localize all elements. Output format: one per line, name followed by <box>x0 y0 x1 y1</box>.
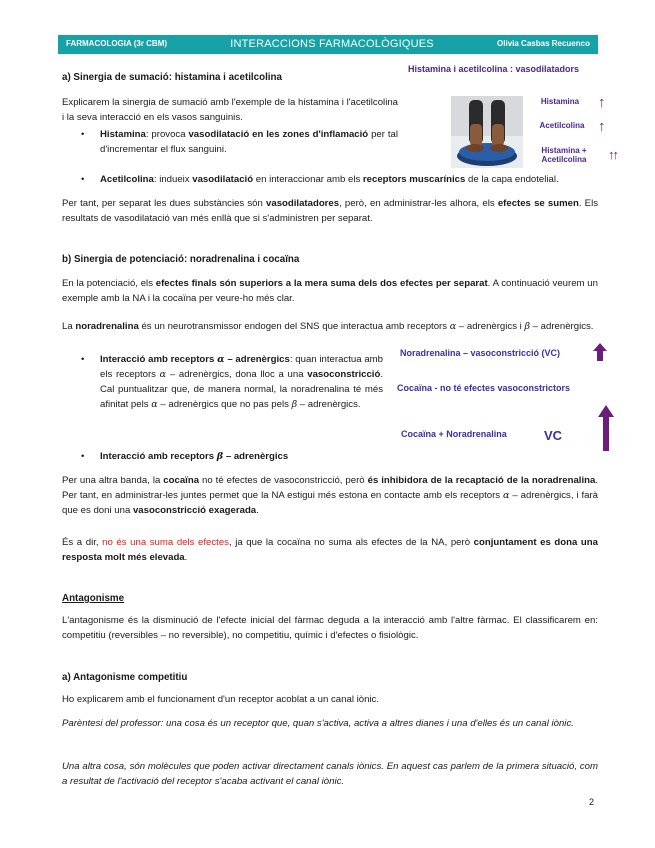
header-author: Olivia Casbas Recuenco <box>497 39 590 49</box>
header-title: INTERACCIONS FARMACOLÒGIQUES <box>230 37 434 50</box>
section-a-list <box>100 128 398 158</box>
section-a-intro: Explicarem la sinergia de sumació amb l'exemple de la histamina i l'acetilcolina i la seva interacció en els vasos sanguinis. <box>62 97 398 123</box>
header-course: FARMACOLOGIA (3r CBM) <box>66 39 168 49</box>
section-b-intro: En la potenciació, els efectes finals són superiors a la mera suma dels dos efectes per separat. A continuació veurem un exemple amb la NA i la cocaïna per veure-ho més clar. <box>62 278 598 304</box>
figure2-row-cocaina: Cocaïna - no té efectes vasoconstrictors <box>397 383 571 393</box>
section-b-cocaina: Per una altra banda, la cocaïna no té efectes de vasoconstricció, però és inhibidora de la recaptació de la noradrenalina. Per tant, en administrar-les juntes permet que la NA estigui més estona en contacte amb els receptors α – adrenèrgics, i farà que es doni una vasoconstricció exagerada. <box>62 475 598 516</box>
section-a-title: a) Sinergia de sumació: histamina i acetilcolina <box>62 72 282 83</box>
section-b-conclusion: És a dir, no és una suma dels efectes, ja que la cocaïna no suma als efectes de la NA, però conjuntament es dona una resposta molt més elevada. <box>62 537 598 563</box>
page-header <box>58 35 598 54</box>
figure1-label-acetilcolina: Acetilcolina <box>539 121 585 130</box>
arrow-up-icon: ↑ <box>598 118 606 135</box>
antagonisme-intro: L'antagonisme és la disminució de l'efecte inicial del fàrmac deguda a la interacció amb l'altre fàrmac. El classificarem en: competitiu (reversibles – no reversible), no competitiu, químic i d'efectes o fisiològic. <box>62 615 598 641</box>
section-a-list-2 <box>100 173 600 188</box>
figure1-label-histamina: Histamina <box>540 97 580 106</box>
list-item: • Acetilcolina: indueix vasodilatació en interaccionar amb els receptors muscarínics de la capa endotelial. <box>100 173 600 188</box>
section-b-noradrenalina: La noradrenalina és un neurotransmissor endogen del SNS que interactua amb receptors α – adrenèrgics i β – adrenèrgics. <box>62 321 594 332</box>
double-arrow-up-icon: ↑↑ <box>608 147 617 162</box>
section-b-list <box>100 353 383 412</box>
arrow-up-icon <box>593 343 607 367</box>
section-b-title: b) Sinergia de potenciació: noradrenalina i cocaïna <box>62 254 300 265</box>
antagonisme-competitiu-title: a) Antagonisme competitiu <box>62 672 188 683</box>
list-item: • Histamina: provoca vasodilatació en les zones d'inflamació per tal d'incrementar el flux sanguini. <box>100 128 398 158</box>
antagonisme-title: Antagonisme <box>62 593 125 604</box>
page-number: 2 <box>589 797 595 807</box>
professor-note-2: Una altra cosa, són molècules que poden activar directament canals iònics. En aquest cas parlem de la primera situació, com a resultat de l'activació del receptor s'acaba activant el canal iònic. <box>62 761 598 787</box>
figure1-label-combo: Histamina + Acetilcolina <box>541 146 587 165</box>
list-item: • Interacció amb receptors β – adrenèrgics <box>100 450 383 465</box>
section-a-conclusion: Per tant, per separat les dues substàncies són vasodilatadores, però, en administrar-les alhora, els efectes se sumen. Els resultats de vasodilatació van més enllà que si s'administren per separat. <box>62 198 599 224</box>
arrow-up-icon: ↑ <box>598 94 606 111</box>
figure1-title: Histamina i acetilcolina : vasodilatadors <box>408 64 580 74</box>
professor-note: Parèntesi del professor: una cosa és un receptor que, quan s'activa, activa a altres dianes i una d'elles és un canal iònic. <box>62 718 574 729</box>
figure2-vc-tag: VC <box>544 428 563 443</box>
figure1-photo <box>451 96 523 168</box>
section-b-list-2 <box>100 450 383 465</box>
big-arrow-up-icon <box>598 405 614 457</box>
antagonisme-competitiu-intro: Ho explicarem amb el funcionament d'un receptor acoblat a un canal iònic. <box>62 694 380 705</box>
figure2-row-combo: Cocaïna + Noradrenalina <box>401 429 507 439</box>
figure2-row-noradrenalina: Noradrenalina – vasoconstricció (VC) <box>400 348 561 358</box>
list-item: • Interacció amb receptors α – adrenèrgics: quan interactua amb els receptors α – adrenèrgics, dona lloc a una vasoconstricció. Cal puntualitzar que, de manera normal, la noradrenalina té més afinitat pels α – adrenèrgics que no pas pels β – adrenèrgics. <box>100 353 383 412</box>
